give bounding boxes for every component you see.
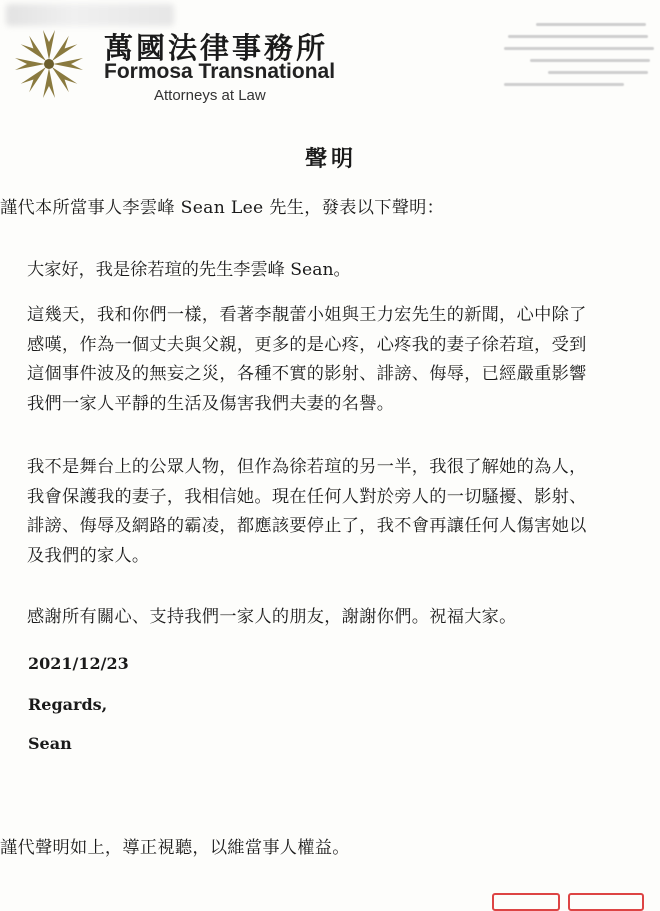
signature: Sean xyxy=(28,734,72,753)
paragraph-line: 我們一家人平靜的生活及傷害我們夫妻的名譽。 xyxy=(27,393,395,414)
stamp-mark xyxy=(568,893,644,911)
statement-title: 聲明 xyxy=(305,146,358,172)
paragraph-line: 誹謗、侮辱及網路的霸凌，都應該要停止了，我不會再讓任何人傷害她以 xyxy=(27,516,587,536)
redacted-contact-block xyxy=(500,14,660,104)
paragraph-line: 及我們的家人。 xyxy=(27,545,150,566)
paragraph-1 xyxy=(27,300,660,418)
paragraph-line: 感嘆，作為一個丈夫與父親，更多的是心疼，心疼我的妻子徐若瑄，受到 xyxy=(27,334,587,355)
intro-line: 謹代本所當事人李雲峰 Sean Lee 先生，發表以下聲明： xyxy=(0,198,445,218)
paragraph-line: 我會保護我的妻子，我相信她。現在任何人對於旁人的一切騷擾、影射、 xyxy=(27,486,587,507)
firm-logo-icon xyxy=(10,26,88,102)
closing-line: 謹代聲明如上，導正視聽，以維當事人權益。 xyxy=(0,838,350,858)
regards: Regards, xyxy=(28,695,108,714)
firm-name-chinese: 萬國法律事務所 xyxy=(104,31,329,65)
paragraph-2 xyxy=(27,452,660,570)
paragraph-line: 我不是舞台上的公眾人物，但作為徐若瑄的另一半，我很了解她的為人， xyxy=(27,457,587,477)
firm-subtitle: Attorneys at Law xyxy=(154,87,266,104)
date: 2021/12/23 xyxy=(28,654,129,673)
stamp-mark xyxy=(492,893,560,911)
firm-name-english: Formosa Transnational xyxy=(104,60,336,83)
paragraph-line: 這幾天，我和你們一樣，看著李靚蕾小姐與王力宏先生的新聞，心中除了 xyxy=(27,305,587,325)
greeting-line: 大家好，我是徐若瑄的先生李雲峰 Sean。 xyxy=(27,260,351,280)
paragraph-line: 這個事件波及的無妄之災，各種不實的影射、誹謗、侮辱，已經嚴重影響 xyxy=(27,364,587,384)
thanks-line: 感謝所有關心、支持我們一家人的朋友，謝謝你們。祝福大家。 xyxy=(27,607,517,627)
redacted-header-strip xyxy=(6,4,174,26)
